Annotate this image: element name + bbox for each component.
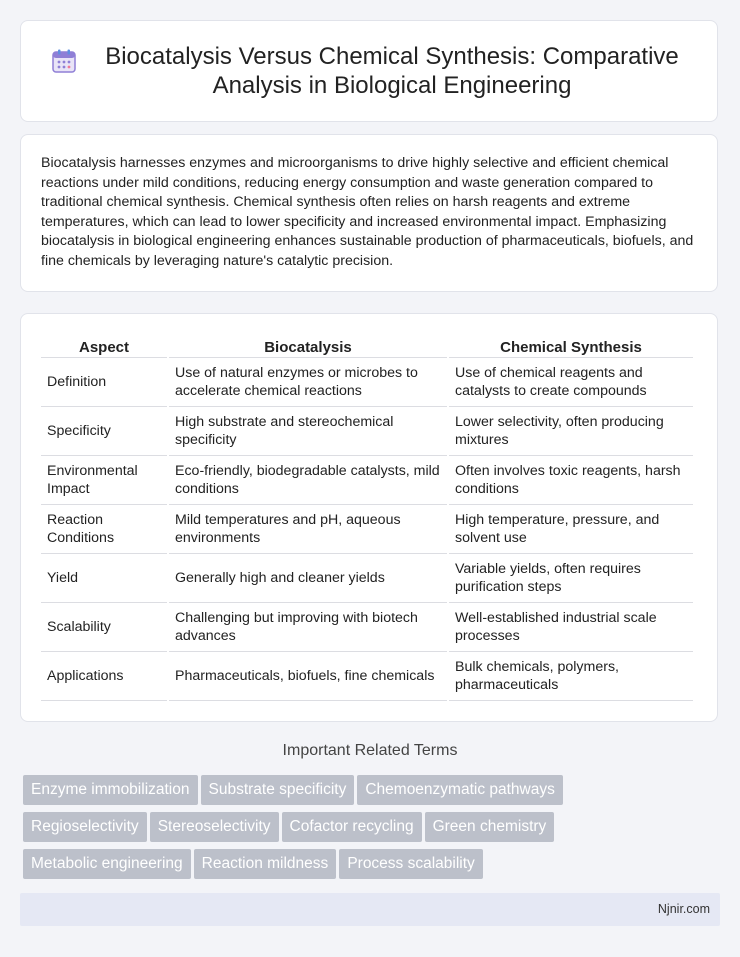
term-tag[interactable]: Enzyme immobilization	[23, 775, 198, 805]
chemical-synthesis-cell: Use of chemical reagents and catalysts to create compounds	[449, 358, 693, 407]
term-tag[interactable]: Green chemistry	[425, 812, 555, 842]
aspect-cell: Reaction Conditions	[41, 505, 167, 554]
biocatalysis-cell: Pharmaceuticals, biofuels, fine chemicals	[169, 652, 447, 701]
intro-paragraph: Biocatalysis harnesses enzymes and microorganisms to drive highly selective and efficient chemical reactions under mild conditions, reducing energy consumption and waste generation compared to traditional chemical synthesis. Chemical synthesis often relies on harsh reagents and extreme temperatures, which can lead to lower specificity and increased environmental impact. Emphasizing biocatalysis in biological engineering enhances sustainable production of pharmaceuticals, biofuels, and fine chemicals by leveraging nature's catalytic precision.	[41, 155, 694, 269]
intro-card	[20, 134, 718, 292]
table-row	[41, 554, 693, 603]
term-tag[interactable]: Metabolic engineering	[23, 849, 191, 879]
table-row	[41, 407, 693, 456]
term-tag[interactable]: Process scalability	[339, 849, 483, 879]
chemical-synthesis-cell: Variable yields, often requires purification steps	[449, 554, 693, 603]
related-terms-heading: Important Related Terms	[282, 742, 458, 759]
aspect-cell: Yield	[41, 554, 167, 603]
table-row	[41, 652, 693, 701]
biocatalysis-cell: Generally high and cleaner yields	[169, 554, 447, 603]
footer-bar	[20, 893, 720, 926]
chemical-synthesis-cell: Lower selectivity, often producing mixtures	[449, 407, 693, 456]
header-card	[20, 20, 718, 122]
aspect-cell: Definition	[41, 358, 167, 407]
comparison-table	[39, 336, 695, 701]
page-title: Biocatalysis Versus Chemical Synthesis: Comparative Analysis in Biological Engineering	[105, 43, 679, 99]
column-header-chemical-synthesis: Chemical Synthesis	[449, 336, 693, 358]
table-row	[41, 505, 693, 554]
chemical-synthesis-cell: Well-established industrial scale processes	[449, 603, 693, 652]
term-tag[interactable]: Stereoselectivity	[150, 812, 279, 842]
chemical-synthesis-cell: Often involves toxic reagents, harsh conditions	[449, 456, 693, 505]
column-header-biocatalysis: Biocatalysis	[169, 336, 447, 358]
term-tag[interactable]: Reaction mildness	[194, 849, 337, 879]
term-tag[interactable]: Cofactor recycling	[282, 812, 422, 842]
term-tag[interactable]: Regioselectivity	[23, 812, 147, 842]
comparison-card	[20, 313, 718, 722]
aspect-cell: Specificity	[41, 407, 167, 456]
biocatalysis-cell: Use of natural enzymes or microbes to accelerate chemical reactions	[169, 358, 447, 407]
aspect-cell: Scalability	[41, 603, 167, 652]
term-tag[interactable]: Chemoenzymatic pathways	[357, 775, 563, 805]
table-row	[41, 603, 693, 652]
biocatalysis-cell: Challenging but improving with biotech advances	[169, 603, 447, 652]
biocatalysis-cell: Mild temperatures and pH, aqueous environments	[169, 505, 447, 554]
aspect-cell: Environmental Impact	[41, 456, 167, 505]
table-row	[41, 358, 693, 407]
table-row	[41, 456, 693, 505]
term-tag[interactable]: Substrate specificity	[201, 775, 355, 805]
table-header-row	[41, 336, 693, 358]
biocatalysis-cell: Eco-friendly, biodegradable catalysts, mild conditions	[169, 456, 447, 505]
calendar-icon	[51, 48, 77, 74]
related-terms-list	[23, 775, 723, 886]
column-header-aspect: Aspect	[41, 336, 167, 358]
chemical-synthesis-cell: Bulk chemicals, polymers, pharmaceuticals	[449, 652, 693, 701]
chemical-synthesis-cell: High temperature, pressure, and solvent use	[449, 505, 693, 554]
footer-site-link[interactable]: Njnir.com	[657, 902, 710, 916]
aspect-cell: Applications	[41, 652, 167, 701]
biocatalysis-cell: High substrate and stereochemical specificity	[169, 407, 447, 456]
